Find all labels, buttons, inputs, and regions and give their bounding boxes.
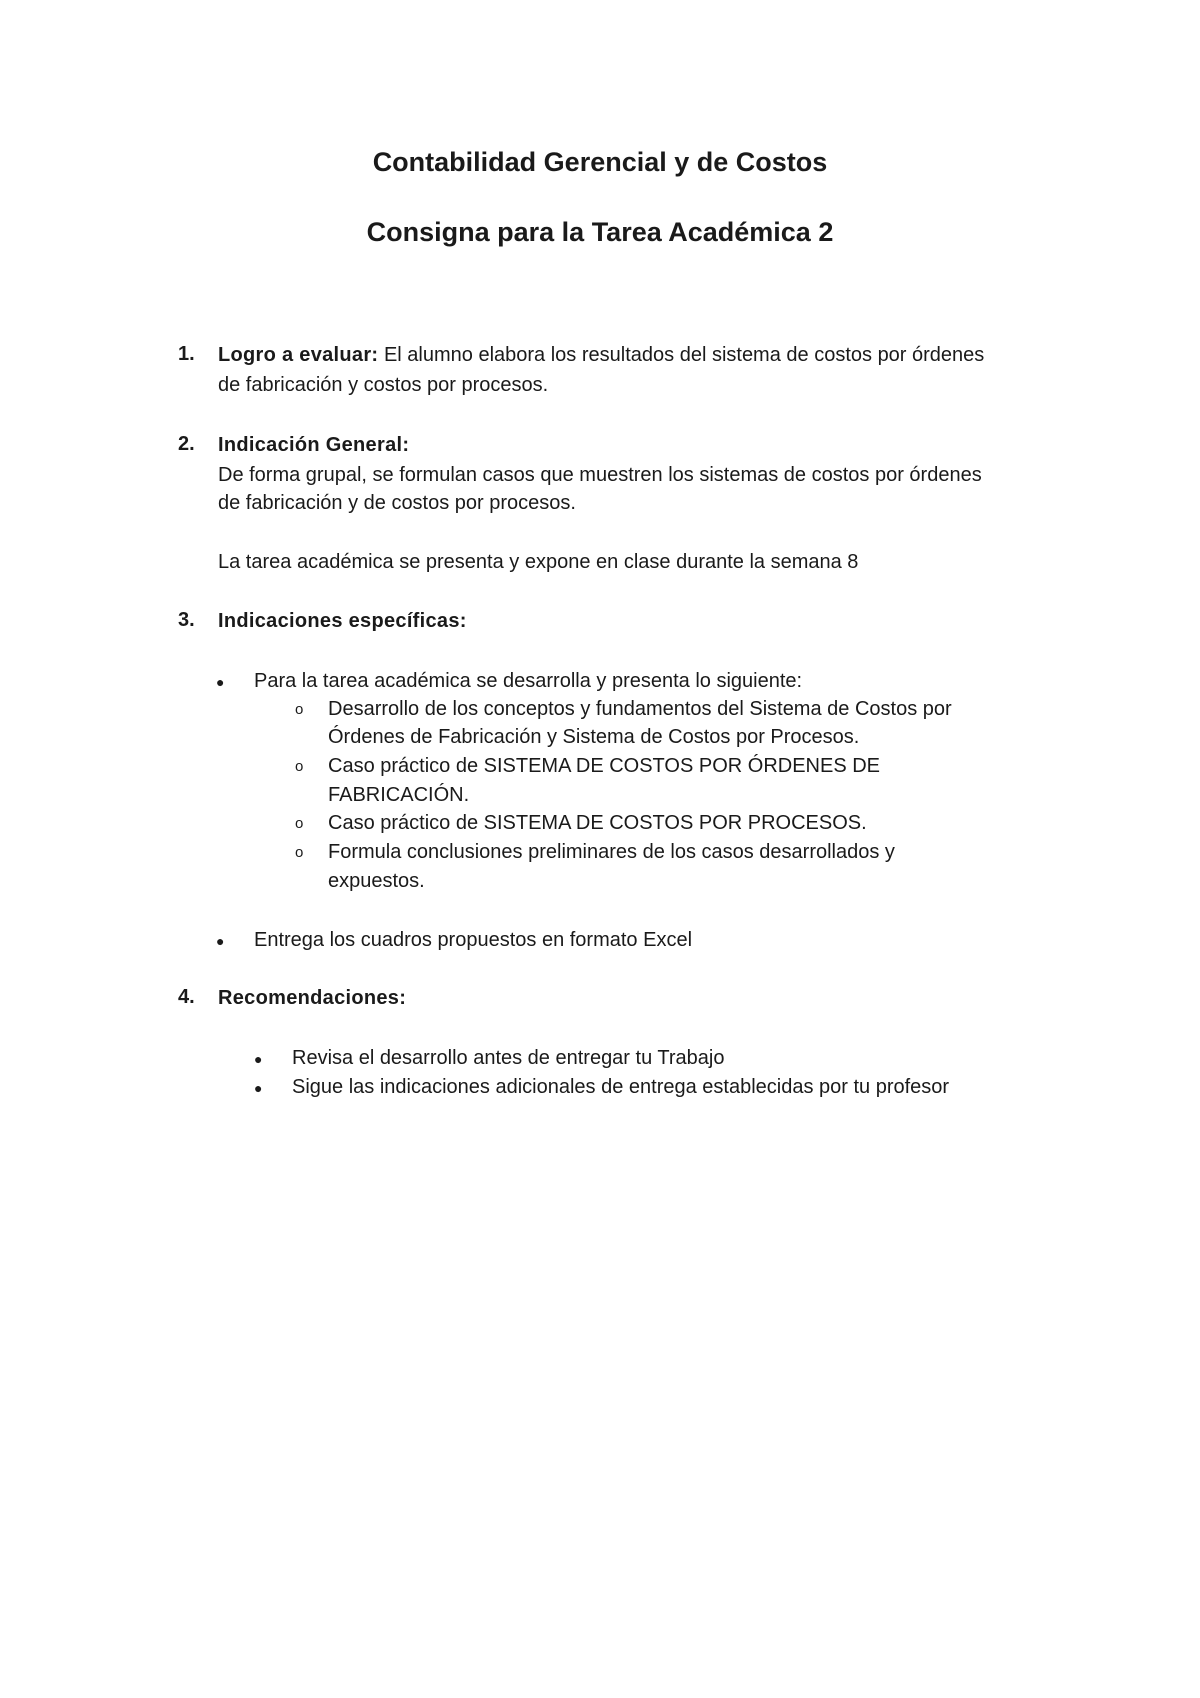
section-line — [218, 343, 984, 367]
list-item: Entrega los cuadros propuestos en formato Excel — [254, 929, 693, 951]
document-subtitle: Consigna para la Tarea Académica 2 — [366, 217, 834, 247]
bullet-icon: ● — [254, 1051, 263, 1067]
list-item: Para la tarea académica se desarrolla y presenta lo siguiente: — [254, 670, 803, 692]
sub-list-item: FABRICACIÓN. — [328, 784, 470, 806]
sub-list-item: Formula conclusiones preliminares de los casos desarrollados y — [328, 841, 895, 863]
section-heading: Recomendaciones: — [218, 987, 407, 1009]
list-item: Sigue las indicaciones adicionales de entrega establecidas por tu profesor — [292, 1076, 950, 1098]
document-title: Contabilidad Gerencial y de Costos — [372, 147, 828, 177]
sub-bullet-icon: o — [295, 815, 304, 832]
section-heading: Indicaciones específicas: — [218, 610, 467, 632]
section-number: 2. — [178, 433, 195, 455]
bullet-icon: ● — [216, 933, 225, 949]
sub-bullet-icon: o — [295, 758, 304, 775]
sub-bullet-icon: o — [295, 844, 304, 861]
sub-list-item: expuestos. — [328, 870, 425, 892]
sub-list-item: Desarrollo de los conceptos y fundamentos del Sistema de Costos por — [328, 698, 952, 720]
bullet-icon: ● — [254, 1080, 263, 1096]
section-number: 1. — [178, 343, 195, 365]
section-text: El alumno elabora los resultados del sistema de costos por órdenes — [383, 344, 985, 366]
section-text: de fabricación y de costos por procesos. — [218, 492, 576, 514]
section-number: 4. — [178, 986, 195, 1008]
section-text: La tarea académica se presenta y expone en clase durante la semana 8 — [218, 551, 859, 573]
section-heading: Logro a evaluar: — [218, 344, 379, 366]
section-number: 3. — [178, 609, 195, 631]
sub-list-item: Órdenes de Fabricación y Sistema de Costos por Procesos. — [328, 726, 860, 748]
sub-bullet-icon: o — [295, 701, 304, 718]
section-text: de fabricación y costos por procesos. — [218, 374, 549, 396]
section-heading: Indicación General: — [218, 434, 410, 456]
sub-list-item: Caso práctico de SISTEMA DE COSTOS POR ÓRDENES DE — [328, 755, 881, 777]
list-item: Revisa el desarrollo antes de entregar tu Trabajo — [292, 1047, 725, 1069]
sub-list-item: Caso práctico de SISTEMA DE COSTOS POR PROCESOS. — [328, 812, 867, 834]
bullet-icon: ● — [216, 674, 225, 690]
section-text: De forma grupal, se formulan casos que muestren los sistemas de costos por órdenes — [218, 464, 982, 486]
